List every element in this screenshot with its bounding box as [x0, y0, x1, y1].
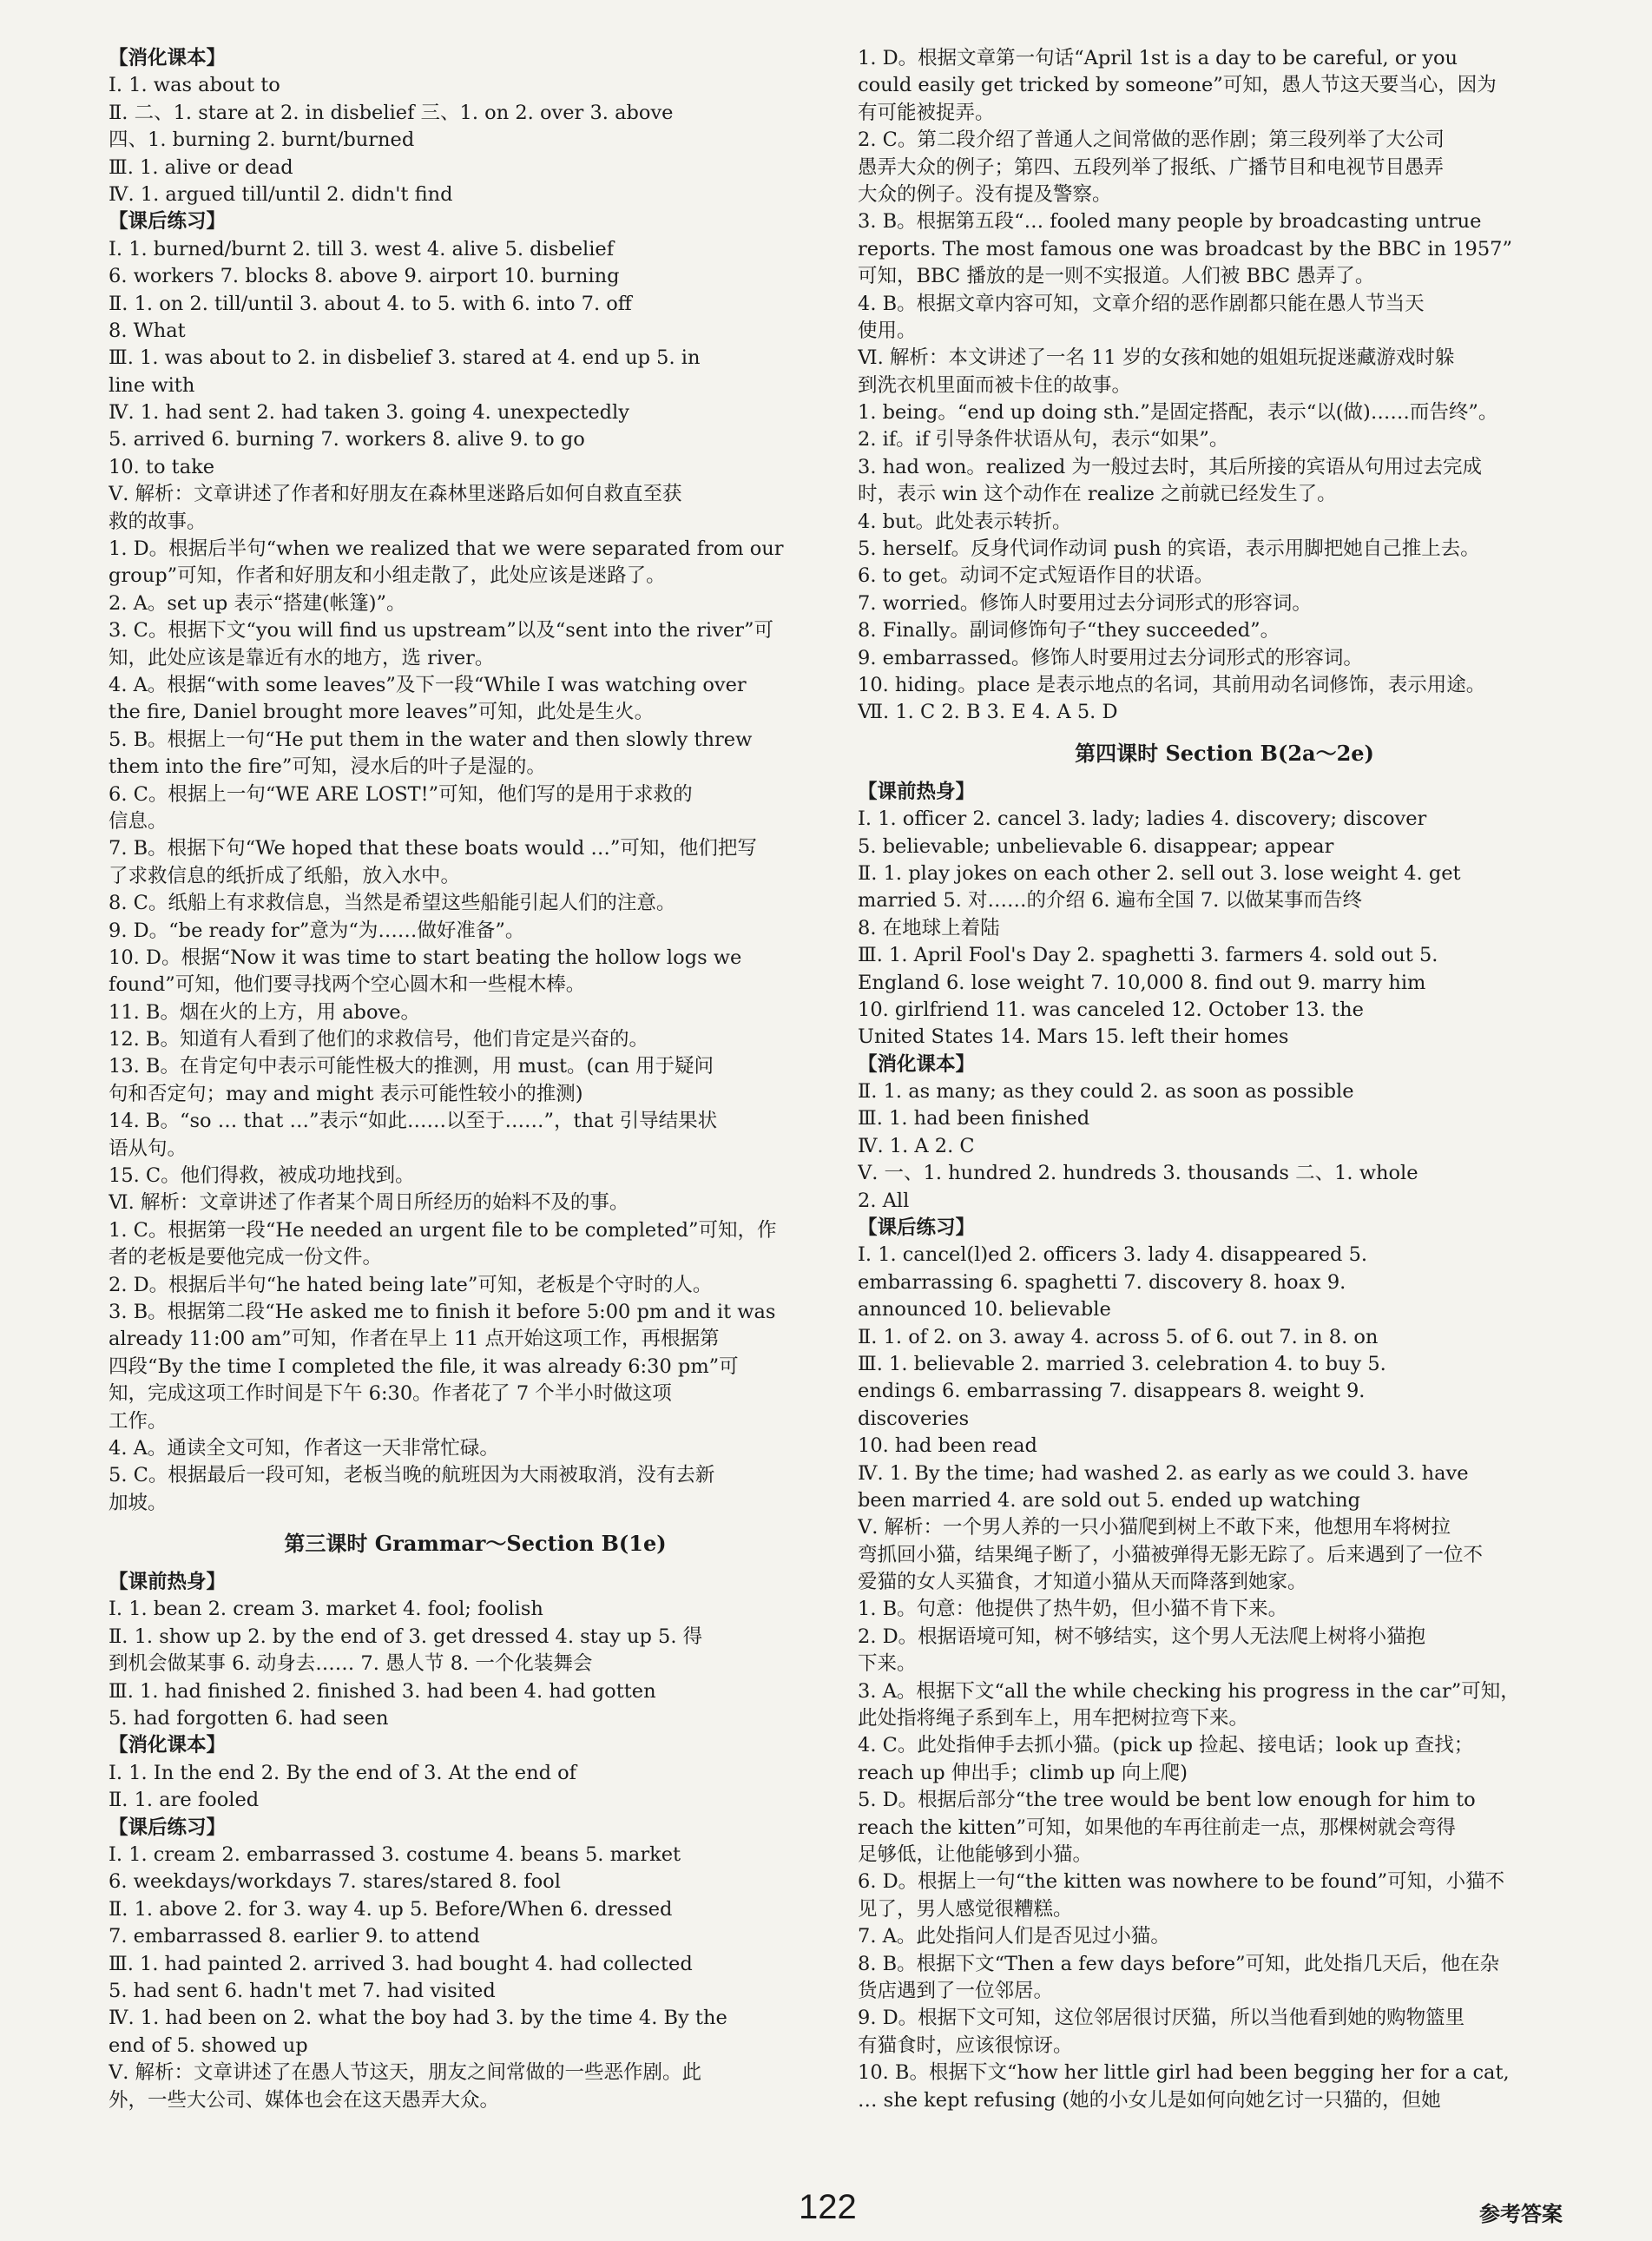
answer-line: 5. B。根据上一句“He put them in the water and then slowly threw	[109, 728, 753, 751]
answer-line: 有可能被捉弄。	[858, 101, 995, 124]
answer-line: 到机会做某事 6. 动身去…… 7. 愚人节 8. 一个化装舞会	[109, 1652, 593, 1676]
answer-line: Ⅱ. 1. play jokes on each other 2. sell out 3. lose weight 4. get	[858, 861, 1461, 885]
answer-line: could easily get tricked by someone”可知，愚人节这天要当心，因为	[858, 74, 1497, 97]
answer-line: Ⅲ. 1. had painted 2. arrived 3. had bought 4. had collected	[109, 1952, 693, 1975]
answer-line: 下来。	[858, 1652, 917, 1676]
section-header: 【课前热身】	[109, 1571, 227, 1594]
answer-line: line with	[109, 373, 195, 397]
answer-line: 3. had won。realized 为一般过去时，其后所接的宾语从句用过去完成	[858, 455, 1482, 478]
answer-line: 5. had forgotten 6. had seen	[109, 1707, 389, 1730]
answer-line: Ⅵ. 解析：文章讲述了作者某个周日所经历的始料不及的事。	[109, 1191, 629, 1215]
answer-line: Ⅳ. 1. had been on 2. what the boy had 3. by the time 4. By the	[109, 2007, 727, 2030]
answer-line: end of 5. showed up	[109, 2033, 308, 2057]
answer-line: 知，此处应该是靠近有水的地方，选 river。	[109, 646, 495, 669]
answer-line: Ⅲ. 1. had finished 2. finished 3. had been 4. had gotten	[109, 1679, 656, 1703]
answer-line: Ⅳ. 1. A 2. C	[858, 1134, 975, 1157]
answer-line: 9. D。根据下文可知，这位邻居很讨厌猫，所以当他看到她的购物篮里	[858, 2007, 1465, 2030]
answer-line: 知，完成这项工作时间是下午 6:30。作者花了 7 个半小时做这项	[109, 1382, 672, 1406]
answer-line: endings 6. embarrassing 7. disappears 8. weight 9.	[858, 1380, 1366, 1403]
answer-line: 3. A。根据下文“all the while checking his progress in the car”可知，	[858, 1679, 1520, 1703]
answer-line: 爱猫的女人买猫食，才知道小猫从天而降落到她家。	[858, 1571, 1307, 1594]
answer-line: Ⅰ. 1. was about to	[109, 74, 280, 97]
answer-line: 2. C。第二段介绍了普通人之间常做的恶作剧；第三段列举了大公司	[858, 129, 1445, 152]
answer-line: 1. B。句意：他提供了热牛奶，但小猫不肯下来。	[858, 1598, 1288, 1621]
answer-line: 句和否定句；may and might 表示可能性较小的推测)	[109, 1082, 583, 1105]
answer-line: Ⅵ. 解析：本文讲述了一名 11 岁的女孩和她的姐姐玩捉迷藏游戏时躲	[858, 346, 1455, 370]
answer-line: 使用。	[858, 319, 917, 342]
answer-line: 4. C。此处指伸手去抓小猫。(pick up 捡起、接电话；look up 查找；	[858, 1734, 1474, 1757]
answer-line: Ⅳ. 1. argued till/until 2. didn't find	[109, 182, 453, 206]
answer-line: 10. to take	[109, 455, 215, 478]
answer-line: 9. D。“be ready for”意为“为……做好准备”。	[109, 919, 525, 942]
answer-line: Ⅳ. 1. By the time; had washed 2. as early as we could 3. have	[858, 1461, 1469, 1485]
section-header: 【消化课本】	[109, 1734, 227, 1757]
answer-line: Ⅱ. 1. on 2. till/until 3. about 4. to 5. with 6. into 7. off	[109, 292, 632, 315]
answer-line: 5. believable; unbelievable 6. disappear; appear	[858, 834, 1334, 858]
answer-line: 12. B。知道有人看到了他们的求救信号，他们肯定是兴奋的。	[109, 1028, 648, 1051]
section-header: 【课后练习】	[858, 1216, 976, 1240]
answer-line: 救的故事。	[109, 510, 207, 533]
answer-line: Ⅲ. 1. April Fool's Day 2. spaghetti 3. farmers 4. sold out 5.	[858, 944, 1438, 967]
answer-line: 14. B。“so … that …”表示“如此……以至于……”，that 引导结果状	[109, 1110, 718, 1133]
right-column	[858, 45, 1591, 2114]
answer-line: Ⅲ. 1. had been finished	[858, 1107, 1090, 1130]
answer-line: 外，一些大公司、媒体也会在这天愚弄大众。	[109, 2088, 500, 2112]
answer-line: 7. embarrassed 8. earlier 9. to attend	[109, 1925, 480, 1948]
answer-line: 4. A。通读全文可知，作者这一天非常忙碌。	[109, 1436, 499, 1460]
answer-line: 4. but。此处表示转折。	[858, 510, 1072, 533]
answer-line: announced 10. believable	[858, 1298, 1111, 1322]
answer-line: 7. B。根据下句“We hoped that these boats would …”可知，他们把写	[109, 837, 757, 860]
answer-line: found”可知，他们要寻找两个空心圆木和一些棍木棒。	[109, 973, 586, 997]
answer-line: 6. workers 7. blocks 8. above 9. airport 10. burning	[109, 265, 620, 288]
answer-line: 到洗衣机里面而被卡住的故事。	[858, 373, 1132, 397]
answer-line: 6. D。根据上一句“the kitten was nowhere to be found”可知，小猫不	[858, 1870, 1505, 1894]
lesson-title: 第三课时 Grammar～Section B(1e)	[284, 1531, 667, 1557]
section-header: 【消化课本】	[858, 1052, 976, 1076]
answer-line: 10. hiding。place 是表示地点的名词，其前用动名词修饰，表示用途。	[858, 673, 1486, 696]
section-header: 【消化课本】	[109, 47, 227, 69]
answer-line: 2. All	[858, 1189, 910, 1212]
answer-line: Ⅱ. 1. of 2. on 3. away 4. across 5. of 6. out 7. in 8. on	[858, 1325, 1379, 1348]
answer-line: embarrassing 6. spaghetti 7. discovery 8. hoax 9.	[858, 1270, 1346, 1294]
answer-line: 1. D。根据后半句“when we realized that we were separated from our	[109, 537, 784, 561]
left-column	[109, 45, 842, 2114]
answer-line: 3. C。根据下文“you will find us upstream”以及“sent into the river”可	[109, 619, 774, 643]
answer-line: 13. B。在肯定句中表示可能性极大的推测，用 must。(can 用于疑问	[109, 1055, 714, 1078]
answer-line: 2. D。根据后半句“he hated being late”可知，老板是个守时的人。	[109, 1273, 713, 1296]
answer-line: 者的老板是要他完成一份文件。	[109, 1246, 383, 1269]
answer-line: 7. A。此处指问人们是否见过小猫。	[858, 1925, 1170, 1948]
answer-line: 5. had sent 6. hadn't met 7. had visited	[109, 1979, 496, 2002]
answer-line: Ⅰ. 1. cream 2. embarrassed 3. costume 4. beans 5. market	[109, 1843, 681, 1866]
answer-line: 1. C。根据第一段“He needed an urgent file to be completed”可知，作	[109, 1218, 777, 1242]
answer-line: group”可知，作者和好朋友和小组走散了，此处应该是迷路了。	[109, 564, 666, 588]
section-header: 【课前热身】	[858, 780, 976, 803]
answer-line: Ⅰ. 1. cancel(l)ed 2. officers 3. lady 4. disappeared 5.	[858, 1243, 1368, 1267]
answer-line: 见了，男人感觉很糟糕。	[858, 1897, 1073, 1921]
answer-line: 9. embarrassed。修饰人时要用过去分词形式的形容词。	[858, 646, 1363, 669]
answer-line: Ⅱ. 1. above 2. for 3. way 4. up 5. Before/When 6. dressed	[109, 1897, 673, 1921]
answer-line: 2. A。set up 表示“搭建(帐篷)”。	[109, 591, 406, 615]
page-label: 参考答案	[1479, 2202, 1563, 2226]
answer-line: 6. C。根据上一句“WE ARE LOST!”可知，他们写的是用于求救的	[109, 782, 693, 806]
answer-line: 工作。	[109, 1409, 168, 1433]
answer-line: 10. girlfriend 11. was canceled 12. October 13. the	[858, 998, 1364, 1021]
answer-line: Ⅱ. 1. as many; as they could 2. as soon as possible	[858, 1080, 1354, 1104]
answer-line: Ⅱ. 二、1. stare at 2. in disbelief 三、1. on 2. over 3. above	[109, 101, 674, 124]
answer-line: married 5. 对……的介绍 6. 遍布全国 7. 以做某事而告终	[858, 889, 1362, 913]
answer-line: 1. being。“end up doing sth.”是固定搭配，表示“以(做)……而告终”。	[858, 401, 1498, 425]
answer-line: 10. had been read	[858, 1434, 1037, 1458]
answer-line: them into the fire”可知，浸水后的叶子是湿的。	[109, 755, 546, 779]
answer-line: 10. B。根据下文“how her little girl had been begging her for a cat,	[858, 2061, 1510, 2085]
answer-line: 语从句。	[109, 1137, 188, 1160]
answer-line: 5. arrived 6. burning 7. workers 8. alive 9. to go	[109, 428, 585, 451]
answer-line: 足够低，让他能够到小猫。	[858, 1843, 1093, 1866]
page-number: 122	[799, 2188, 857, 2226]
answer-line: Ⅴ. 解析：文章讲述了作者和好朋友在森林里迷路后如何自救直至获	[109, 483, 682, 506]
answer-line: 愚弄大众的例子；第四、五段列举了报纸、广播节目和电视节目愚弄	[858, 155, 1445, 179]
answer-line: already 11:00 am”可知，作者在早上 11 点开始这项工作，再根据第	[109, 1328, 720, 1351]
answer-line: 4. B。根据文章内容可知，文章介绍的恶作剧都只能在愚人节当天	[858, 292, 1425, 315]
answer-line: 8. What	[109, 319, 186, 342]
answer-line: Ⅳ. 1. had sent 2. had taken 3. going 4. unexpectedly	[109, 401, 629, 425]
answer-line: 货店遇到了一位邻居。	[858, 1979, 1054, 2002]
answer-line: 5. D。根据后部分“the tree would be bent low enough for him to	[858, 1789, 1476, 1812]
answer-line: 可知，BBC 播放的是一则不实报道。人们被 BBC 愚弄了。	[858, 265, 1375, 288]
answer-line: 6. weekdays/workdays 7. stares/stared 8. fool	[109, 1870, 561, 1894]
answer-line: 大众的例子。没有提及警察。	[858, 182, 1112, 206]
answer-line: reach the kitten”可知，如果他的车再往前走一点，那棵树就会弯得	[858, 1816, 1456, 1839]
answer-line: Ⅲ. 1. was about to 2. in disbelief 3. stared at 4. end up 5. in	[109, 346, 701, 370]
answer-line: discoveries	[858, 1407, 970, 1430]
answer-line: England 6. lose weight 7. 10,000 8. find out 9. marry him	[858, 971, 1426, 994]
answer-line: Ⅱ. 1. show up 2. by the end of 3. get dressed 4. stay up 5. 得	[109, 1625, 703, 1648]
answer-line: 8. Finally。副词修饰句子“they succeeded”。	[858, 619, 1280, 643]
answer-line: Ⅰ. 1. bean 2. cream 3. market 4. fool; foolish	[109, 1598, 543, 1621]
answer-line: reach up 伸出手；climb up 向上爬)	[858, 1761, 1188, 1784]
answer-line: Ⅰ. 1. In the end 2. By the end of 3. At the end of	[109, 1761, 577, 1784]
answer-line: 信息。	[109, 809, 168, 833]
answer-line: 四段“By the time I completed the file, it was already 6:30 pm”可	[109, 1354, 739, 1378]
answer-line: 2. if。if 引导条件状语从句，表示“如果”。	[858, 428, 1229, 451]
answer-line: 5. C。根据最后一段可知，老板当晚的航班因为大雨被取消，没有去新	[109, 1464, 715, 1487]
answer-line: 8. 在地球上着陆	[858, 916, 1000, 939]
answer-line: 3. B。根据第五段“… fooled many people by broadcasting untrue	[858, 210, 1482, 234]
answer-line: 10. D。根据“Now it was time to start beating the hollow logs we	[109, 946, 742, 969]
answer-line: 4. A。根据“with some leaves”及下一段“While I was watching over	[109, 673, 747, 696]
answer-line: the fire, Daniel brought more leaves”可知，此处是生火。	[109, 701, 655, 724]
answer-line: Ⅲ. 1. believable 2. married 3. celebration 4. to buy 5.	[858, 1352, 1386, 1375]
answer-line: been married 4. are sold out 5. ended up watching	[858, 1488, 1360, 1512]
section-header: 【课后练习】	[109, 1816, 227, 1839]
answer-line: Ⅰ. 1. officer 2. cancel 3. lady; ladies 4. discovery; discover	[858, 807, 1427, 831]
answer-line: Ⅰ. 1. burned/burnt 2. till 3. west 4. alive 5. disbelief	[109, 237, 615, 260]
answer-line: 11. B。烟在火的上方，用 above。	[109, 1000, 421, 1024]
answer-line: 15. C。他们得救，被成功地找到。	[109, 1164, 415, 1188]
answer-line: 1. D。根据文章第一句话“April 1st is a day to be careful, or you	[858, 47, 1458, 69]
answer-line: Ⅶ. 1. C 2. B 3. E 4. A 5. D	[858, 701, 1118, 724]
answer-line: United States 14. Mars 15. left their homes	[858, 1025, 1289, 1049]
answer-line: 弯抓回小猫，结果绳子断了，小猫被弹得无影无踪了。后来遇到了一位不	[858, 1543, 1484, 1566]
answer-line: 8. B。根据下文“Then a few days before”可知，此处指几天后，他在杂	[858, 1952, 1500, 1975]
answer-line: 8. C。纸船上有求救信息，当然是希望这些船能引起人们的注意。	[109, 892, 676, 915]
answer-line: 5. herself。反身代词作动词 push 的宾语，表示用脚把她自己推上去。	[858, 537, 1480, 561]
answer-line: Ⅴ. 解析：一个男人养的一只小猫爬到树上不敢下来，他想用车将树拉	[858, 1516, 1451, 1539]
answer-line: … she kept refusing (她的小女儿是如何向她乞讨一只猫的，但她	[858, 2088, 1441, 2112]
answer-line: 3. B。根据第二段“He asked me to finish it before 5:00 pm and it was	[109, 1300, 776, 1323]
answer-line: Ⅲ. 1. alive or dead	[109, 155, 293, 179]
lesson-title: 第四课时 Section B(2a～2e)	[1075, 740, 1374, 766]
section-header: 【课后练习】	[109, 210, 227, 234]
answer-line: 6. to get。动词不定式短语作目的状语。	[858, 564, 1214, 588]
answer-line: reports. The most famous one was broadcast by the BBC in 1957”	[858, 237, 1512, 260]
answer-line: 此处指将绳子系到车上，用车把树拉弯下来。	[858, 1707, 1249, 1730]
answer-line: 2. D。根据语境可知，树不够结实，这个男人无法爬上树将小猫抱	[858, 1625, 1426, 1648]
answer-line: Ⅱ. 1. are fooled	[109, 1789, 260, 1812]
answer-line: 了求救信息的纸折成了纸船，放入水中。	[109, 864, 461, 887]
answer-line: 加坡。	[109, 1491, 168, 1514]
answer-line: Ⅴ. 解析：文章讲述了在愚人节这天，朋友之间常做的一些恶作剧。此	[109, 2061, 702, 2085]
answer-line: 四、1. burning 2. burnt/burned	[109, 129, 415, 152]
answer-line: Ⅴ. 一、1. hundred 2. hundreds 3. thousands 二、1. whole	[858, 1162, 1418, 1185]
answer-line: 7. worried。修饰人时要用过去分词形式的形容词。	[858, 591, 1312, 615]
answer-line: 时，表示 win 这个动作在 realize 之前就已经发生了。	[858, 483, 1337, 506]
answer-line: 有猫食时，应该很惊讶。	[858, 2033, 1073, 2057]
